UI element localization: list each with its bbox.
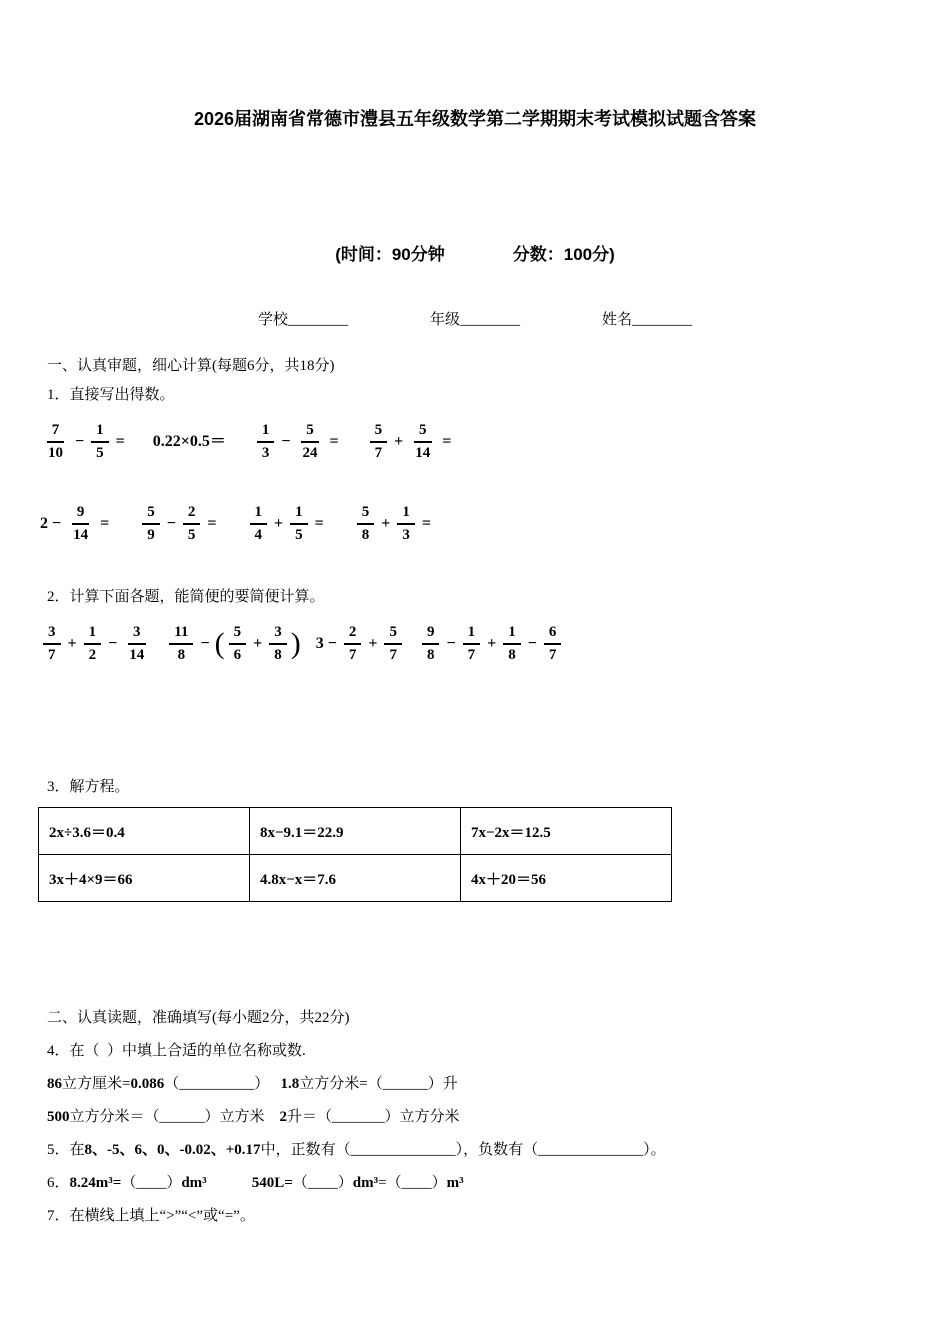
expr-token: （__________） [164,1076,281,1092]
expr-token: =（____） [378,1175,447,1191]
expr-token: − [196,635,214,652]
fraction: $\frac{3}{14}$ [129,624,145,663]
expr-token: = [325,433,339,450]
fraction: $\frac{3}{8}$ [269,624,287,664]
fraction: $\frac{2}{5}$ [183,504,201,544]
expr-token: 1.8 [280,1076,300,1092]
fraction: $\frac{11}{8}$ [169,624,193,664]
fraction: $\frac{1}{8}$ [503,624,521,664]
question-2-label: 2．计算下面各题，能简便的要简便计算。 [47,589,325,605]
q1-expression-5 [40,504,109,544]
expr-token: 5．在 [47,1142,85,1158]
q1-expression-row-2 [40,503,903,545]
q1-expression-6 [139,504,216,544]
q2-expression-2 [166,624,301,664]
school-blank: 学校________ [257,312,348,328]
fraction: $\frac{6}{7}$ [544,624,562,664]
question-5-line [47,1140,903,1160]
expr-token: （____） [292,1175,353,1191]
equation-cell: 8x−9.1＝22.9 [250,808,461,855]
question-4-label: 4．在（ ）中填上合适的单位名称或数. [47,1043,306,1059]
exam-title: 2026届湖南省常德市澧县五年级数学第二学期期末考试模拟试题含答案 [193,109,757,129]
fraction: $\frac{5}{6}$ [229,624,247,664]
q1-expression-4 [367,422,452,462]
fraction: $\frac{5}{14}$ [415,422,431,461]
expr-token: = [111,433,125,450]
section1-heading: 一、认真审题，细心计算(每题6分，共18分) [47,358,335,374]
q2-expression-1 [40,624,152,664]
expr-token [207,1175,252,1191]
fraction: $\frac{5}{7}$ [384,624,402,664]
fraction: $\frac{9}{14}$ [73,504,89,543]
expr-token: 540L= [251,1175,293,1191]
expr-token: = [417,515,431,532]
question-7-label: 7．在横线上填上“>”“<”或“=”。 [47,1208,255,1224]
fraction: $\frac{1}{5}$ [290,504,308,544]
q2-expression-4 [419,624,564,664]
expr-token: dm³ [352,1175,379,1191]
expr-token: 0.22×0.5＝ [152,433,226,450]
fraction: $\frac{1}{4}$ [250,504,268,544]
fraction: $\frac{5}{24}$ [302,422,318,461]
expr-token: − [277,433,295,450]
expr-token: + [364,635,382,652]
student-info-line [0,310,950,330]
expr-token: 2 − [40,515,66,532]
expr-token: 中，正数有（______________），负数有（______________）。 [260,1142,666,1158]
expr-token: + [377,515,395,532]
time-score-line: (时间：90分钟 分数：100分) [335,245,615,264]
expr-token: − [442,635,460,652]
expr-token: ) [290,627,301,660]
expr-token: m³ [446,1175,464,1191]
expr-token: ( [214,627,225,660]
fraction: $\frac{5}{7}$ [370,422,388,462]
q1-expression-row-1 [40,421,903,463]
expr-token: 2 [279,1109,288,1125]
fraction: $\frac{1}{7}$ [463,624,481,664]
fraction: $\frac{5}{9}$ [142,504,160,544]
question-1-label: 1．直接写出得数。 [47,387,175,403]
expr-token: 8、-5、6、0、-0.02、+0.17 [84,1142,261,1158]
fraction: $\frac{9}{8}$ [422,624,440,664]
expr-token: + [390,433,408,450]
q1-expression-1 [40,422,125,462]
expr-token: 500 [47,1109,70,1125]
section2-heading: 二、认真读题，准确填写(每小题2分，共22分) [47,1010,350,1026]
equation-cell: 7x−2x＝12.5 [461,808,672,855]
fraction: $\frac{1}{2}$ [84,624,102,664]
expr-token: − [523,635,541,652]
equation-cell: 4x＋20＝56 [461,855,672,902]
equation-cell: 3x＋4×9＝66 [39,855,250,902]
expr-token: 8.24m³= [69,1175,122,1191]
q1-expression-8 [354,504,431,544]
expr-token: = [438,433,452,450]
q2-expression-3 [316,624,405,664]
q4-fill-line-1 [47,1074,903,1094]
equation-table [38,807,672,902]
expr-token: （____） [121,1175,182,1191]
equation-table-row [39,808,672,855]
expr-token: + [270,515,288,532]
expr-token: = [203,515,217,532]
q1-expression-7 [247,504,324,544]
expr-token: − [162,515,180,532]
expr-token: − [71,433,89,450]
question-6-line [47,1173,903,1193]
expr-token: 86 [47,1076,62,1092]
expr-token: 立方分米＝（______）立方米 [69,1109,280,1125]
grade-blank: 年级________ [429,312,520,328]
q1-expression-3 [254,422,339,462]
expr-token: + [63,635,81,652]
expr-token: + [483,635,501,652]
equation-cell: 2x÷3.6＝0.4 [39,808,250,855]
equation-table-row [39,855,672,902]
expr-token: = [310,515,324,532]
expr-token: 立方分米=（______）升 [299,1076,458,1092]
fraction: $\frac{7}{10}$ [48,422,63,461]
exam-body [0,356,950,1226]
expr-token: 0.086 [130,1076,165,1092]
expr-token: 3 − [315,635,341,652]
expr-token: = [96,515,110,532]
equation-cell: 4.8x−x＝7.6 [250,855,461,902]
q2-expression-row [40,623,903,665]
expr-token: + [249,635,267,652]
expr-token: − [104,635,122,652]
fraction: $\frac{1}{3}$ [397,504,415,544]
fraction: $\frac{2}{7}$ [344,624,362,664]
expr-token: 升＝（_______）立方分米 [287,1109,460,1125]
expr-token: 立方厘米= [62,1076,131,1092]
fraction: $\frac{3}{7}$ [43,624,61,664]
name-blank: 姓名________ [602,312,693,328]
expr-token: dm³ [181,1175,207,1191]
fraction: $\frac{1}{5}$ [91,422,109,462]
fraction: $\frac{5}{8}$ [357,504,375,544]
question-3-label: 3．解方程。 [47,779,130,795]
fraction: $\frac{1}{3}$ [257,422,275,462]
expr-token: 6． [47,1175,70,1191]
q1-expression-2 [153,434,226,450]
q4-fill-line-2 [47,1107,903,1127]
